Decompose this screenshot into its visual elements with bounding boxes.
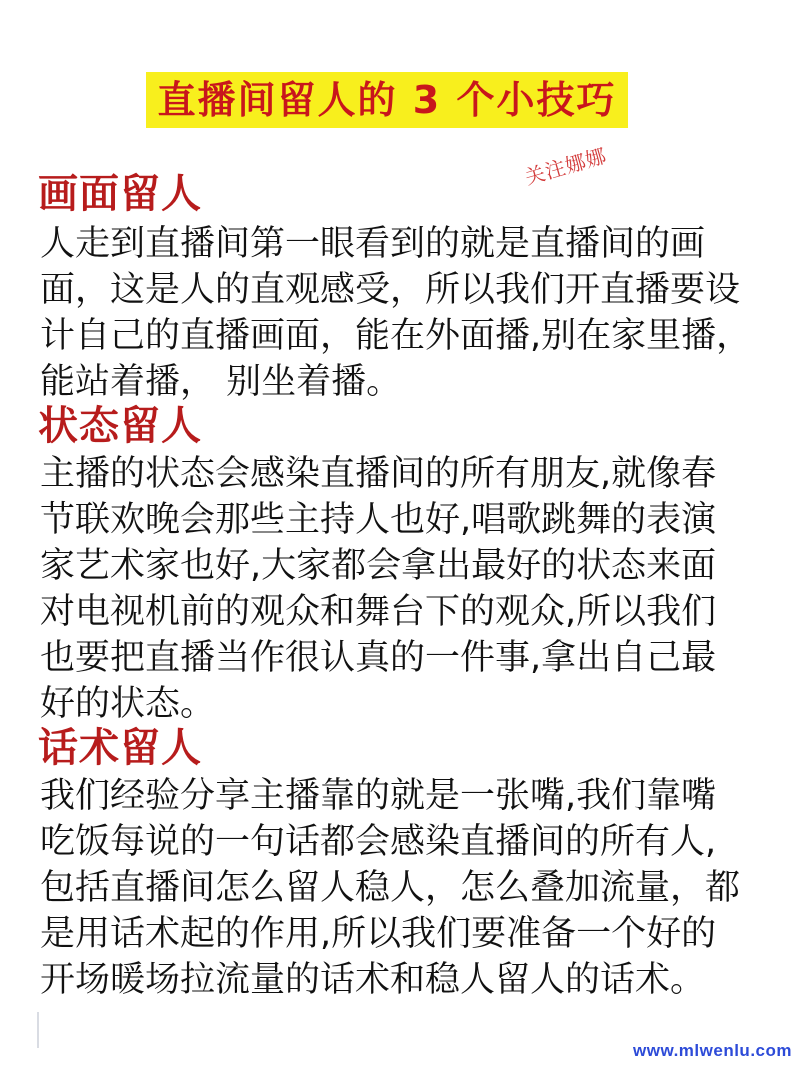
page-title: 直播间留人的 3 个小技巧	[146, 72, 628, 128]
paragraph-line: 节联欢晚会那些主持人也好,唱歌跳舞的表演	[40, 500, 717, 540]
source-url-link[interactable]: www.mlwenlu.com	[633, 1041, 792, 1060]
paragraph-line: 我们经验分享主播靠的就是一张嘴,我们靠嘴	[40, 776, 717, 816]
section-heading-script: 话术留人	[38, 725, 202, 771]
paragraph-line: 面，这是人的直观感受，所以我们开直播要设	[40, 270, 741, 310]
paragraph-line: 计自己的直播画面，能在外面播,别在家里播，	[40, 316, 752, 356]
paragraph-line: 是用话术起的作用,所以我们要准备一个好的	[40, 914, 717, 954]
paragraph-line: 家艺术家也好,大家都会拿出最好的状态来面	[40, 546, 717, 586]
paragraph-line: 人走到直播间第一眼看到的就是直播间的画	[40, 224, 706, 264]
paragraph-line: 好的状态。	[40, 684, 216, 724]
paragraph-line: 能站着播， 别坐着播。	[40, 362, 402, 402]
paragraph-line: 开场暖场拉流量的话术和稳人留人的话术。	[40, 960, 706, 1000]
paragraph-line: 包括直播间怎么留人稳人，怎么叠加流量，都	[40, 868, 741, 908]
section-heading-picture: 画面留人	[38, 171, 202, 217]
margin-divider	[37, 1012, 39, 1048]
paragraph-line: 吃饭每说的一句话都会感染直播间的所有人,	[40, 822, 717, 862]
paragraph-line: 对电视机前的观众和舞台下的观众,所以我们	[40, 592, 717, 632]
paragraph-line: 也要把直播当作很认真的一件事,拿出自己最	[40, 638, 717, 678]
section-heading-state: 状态留人	[38, 403, 202, 449]
paragraph-line: 主播的状态会感染直播间的所有朋友,就像春	[40, 454, 717, 494]
watermark-text: 关注娜娜	[522, 143, 610, 190]
